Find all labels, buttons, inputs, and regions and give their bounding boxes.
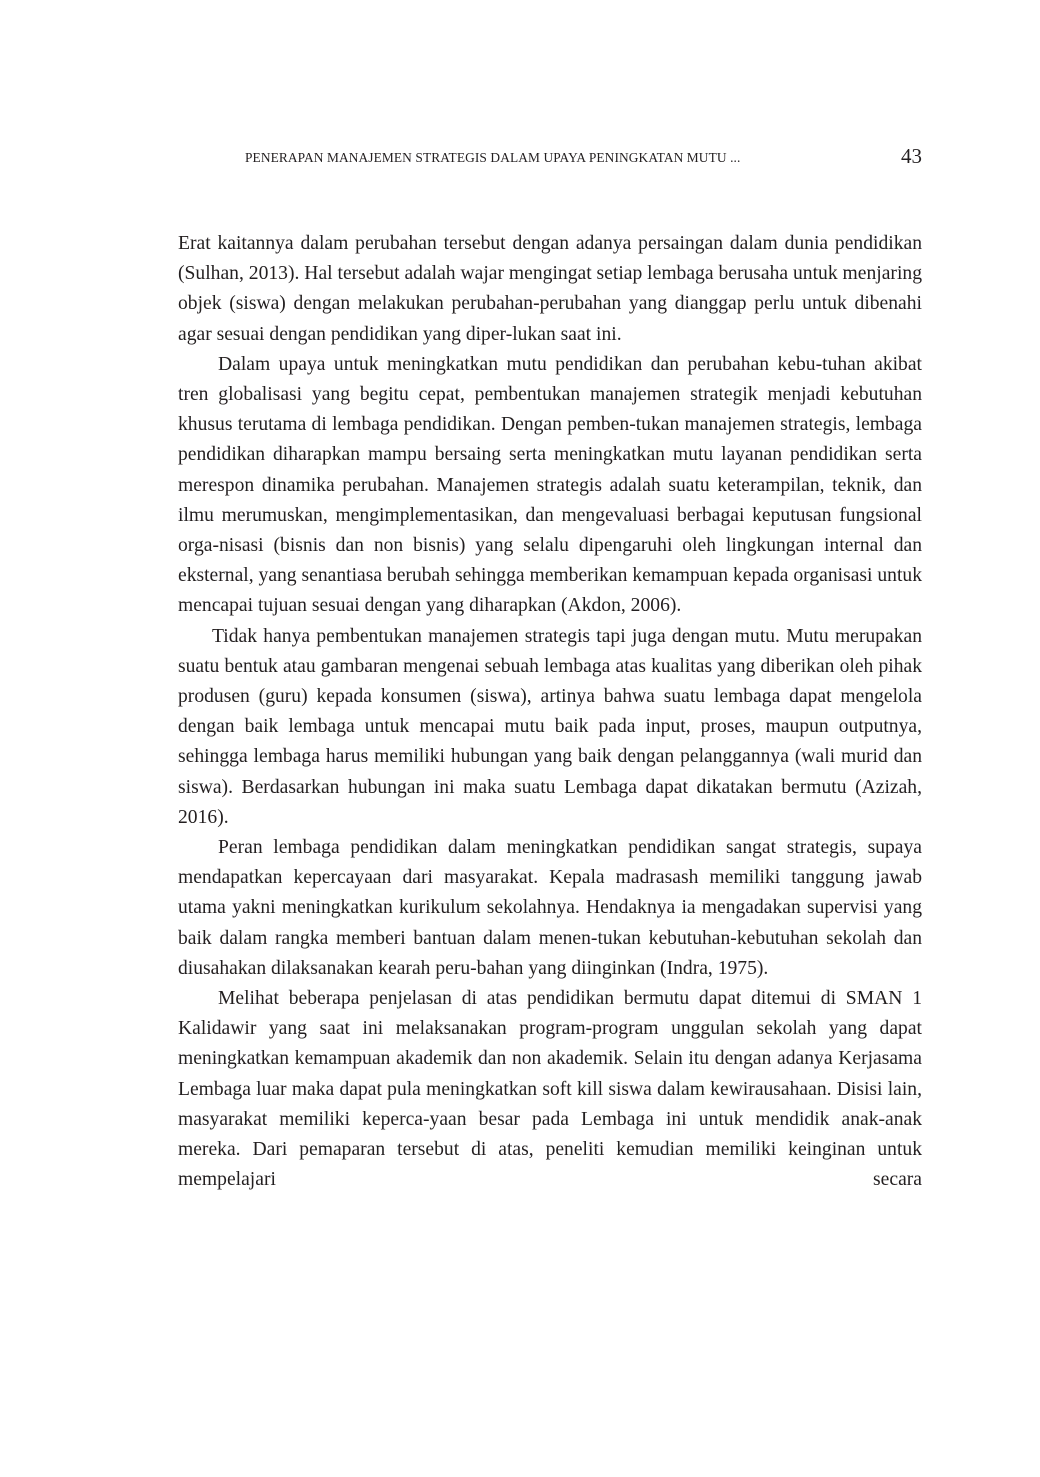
page-number: 43 [901,144,922,168]
paragraph-3: Tidak hanya pembentukan manajemen strategis tapi juga dengan mutu. Mutu merupakan suatu bentuk atau gambaran mengenai sebuah lembaga atas kualitas yang diberikan oleh pihak produsen (guru) kepada konsumen (siswa), artinya bahwa suatu lembaga dapat mengelola dengan baik lembaga untuk mencapai mutu baik pada input, proses, maupun outputnya, sehingga lembaga harus memiliki hubungan yang baik dengan pelanggannya (wali murid dan siswa). Berdasarkan hubungan ini maka suatu Lembaga dapat dikatakan bermutu (Azizah, 2016). [178,625,922,828]
paragraph-1: Erat kaitannya dalam perubahan tersebut dengan adanya persaingan dalam dunia pendidikan (Sulhan, 2013). Hal tersebut adalah wajar mengingat setiap lembaga berusaha untuk menjaring objek (siswa) dengan melakukan perubahan-perubahan yang dianggap perlu untuk dibenahi agar sesuai dengan pendidikan yang diper-lukan saat ini. [178,233,922,345]
body-text [178,229,922,1196]
paragraph-5: Melihat beberapa penjelasan di atas pendidikan bermutu dapat ditemui di SMAN 1 Kalidawir yang saat ini melaksanakan program-program unggulan sekolah yang dapat meningkatkan kemampuan akademik dan non akademik. Selain itu dengan adanya Kerjasama Lembaga luar maka dapat pula meningkatkan soft kill siswa dalam kewirausahaan. Disisi lain, masyarakat memiliki keperca-yaan besar pada Lembaga ini untuk mendidik anak-anak mereka. Dari pemaparan tersebut di atas, peneliti kemudian memiliki keinginan untuk mempelajari secara [178,988,922,1191]
paragraph-2: Dalam upaya untuk meningkatkan mutu pendidikan dan perubahan kebu-tuhan akibat tren globalisasi yang begitu cepat, pembentukan manajemen strategik menjadi kebutuhan khusus terutama di lembaga pendidikan. Dengan pemben-tukan manajemen strategis, lembaga pendidikan diharapkan mampu bersaing serta meningkatkan mutu layanan pendidikan serta merespon dinamika perubahan. Manajemen strategis adalah suatu keterampilan, teknik, dan ilmu merumuskan, mengimplementasikan, dan mengevaluasi berbagai keputusan fungsional orga-nisasi (bisnis dan non bisnis) yang selalu dipengaruhi oleh lingkungan internal dan eksternal, yang senantiasa berubah sehingga memberikan kemampuan kepada organisasi untuk mencapai tujuan sesuai dengan yang diharapkan (Akdon, 2006). [178,353,922,617]
running-title: PENERAPAN MANAJEMEN STRATEGIS DALAM UPAYA PENINGKATAN MUTU ... [245,150,741,165]
paragraph-4: Peran lembaga pendidikan dalam meningkatkan pendidikan sangat strategis, supaya mendapatkan kepercayaan dari masyarakat. Kepala madrasash memiliki tanggung jawab utama yakni meningkatkan kurikulum sekolahnya. Hendaknya ia mengadakan supervisi yang baik dalam rangka memberi bantuan dalam menen-tukan kebutuhan-kebutuhan sekolah dan diusahakan dilaksanakan kearah peru-bahan yang diinginkan (Indra, 1975). [178,837,922,979]
running-header [178,146,922,172]
